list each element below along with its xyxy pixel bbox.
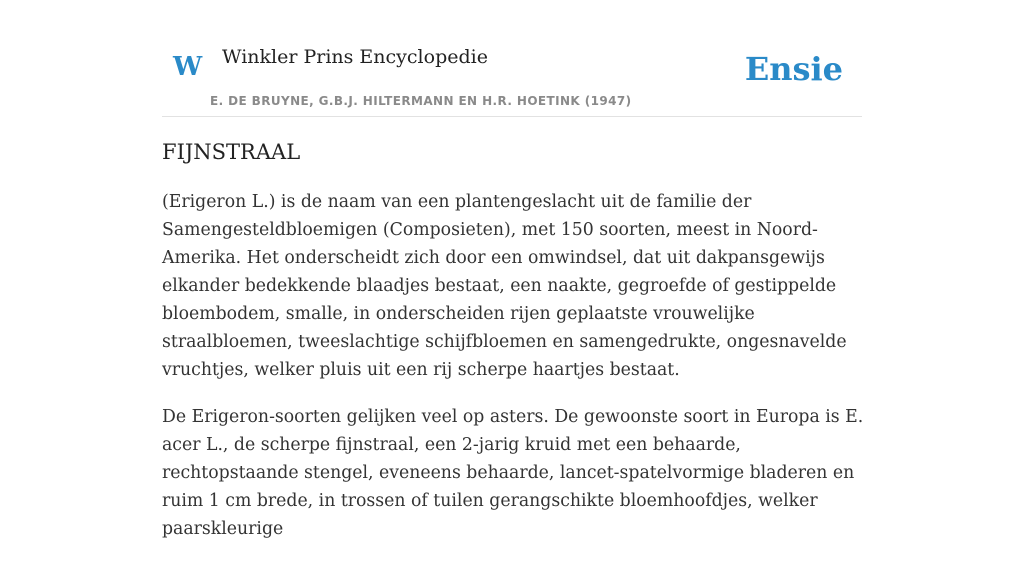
article-paragraph-2: De Erigeron-soorten gelijken veel op asters. De gewoonste soort in Europa is E. acer L., de scherpe fijnstraal, een 2-jarig kruid met een behaarde, rechtopstaande stengel, eveneens behaarde, lancet-spatelvormige bladeren en ruim 1 cm brede, in trossen of tuilen gerangschikte bloemhoofdjes, welker paarskleurige: [162, 407, 864, 539]
entry-title: FIJNSTRAAL: [162, 140, 301, 164]
ensie-logo[interactable]: Ensie: [744, 50, 843, 88]
winkler-prins-logo[interactable]: W: [173, 52, 203, 82]
article-paragraph-1: (Erigeron L.) is de naam van een plantengeslacht uit de familie der Samengesteldbloemigen (Composieten), met 150 soorten, meest in Noord-Amerika. Het onderscheidt zich door een omwindsel, dat uit dakpansgewijs elkander bedekkende blaadjes bestaat, een naakte, gegroefde of gestippelde bloembodem, smalle, in onderscheiden rijen geplaatste vrouwelijke straalbloemen, tweeslachtige schijfbloemen en samengedrukte, ongesnavelde vruchtjes, welker pluis uit een rij scherpe haartjes bestaat.: [162, 192, 847, 380]
article: [162, 140, 866, 562]
authors-line: E. DE BRUYNE, G.B.J. HILTERMANN EN H.R. HOETINK (1947): [210, 94, 632, 108]
site-header: [162, 30, 862, 117]
site-title[interactable]: Winkler Prins Encyclopedie: [222, 46, 488, 68]
